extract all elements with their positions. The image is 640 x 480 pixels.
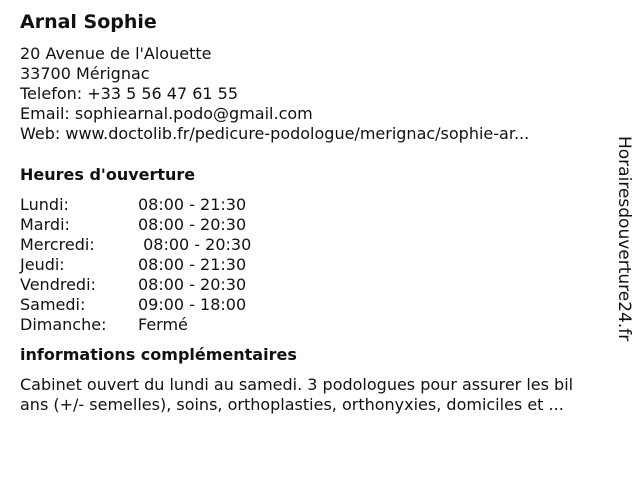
info-line: Cabinet ouvert du lundi au samedi. 3 podologues pour assurer les bil (20, 375, 574, 394)
watermark (612, 136, 636, 372)
day-label: Mardi: (20, 215, 70, 234)
phone-number[interactable]: Telefon: +33 5 56 47 61 55 (20, 84, 239, 103)
contact-block (20, 44, 610, 144)
day-label: Vendredi: (20, 275, 96, 294)
opening-hours-table (20, 195, 610, 335)
website-link[interactable]: Web: www.doctolib.fr/pedicure-podologue/merignac/sophie-ar... (20, 124, 530, 143)
email-address[interactable]: Email: sophiearnal.podo@gmail.com (20, 104, 313, 123)
hours-row-tuesday (20, 215, 610, 235)
hours-row-friday (20, 275, 610, 295)
additional-info-text (20, 375, 620, 415)
day-hours: 08:00 - 20:30 (138, 215, 247, 234)
hours-row-wednesday (20, 235, 610, 255)
day-hours: 08:00 - 21:30 (138, 195, 247, 214)
business-card (20, 10, 610, 415)
day-hours: 08:00 - 20:30 (138, 275, 247, 294)
hours-row-sunday (20, 315, 610, 335)
day-label: Samedi: (20, 295, 86, 314)
day-hours: Fermé (138, 315, 188, 334)
opening-hours-title: Heures d'ouverture (20, 165, 196, 184)
day-label: Dimanche: (20, 315, 107, 334)
address-city: 33700 Mérignac (20, 64, 150, 83)
watermark-text: Horairesdouverture24.fr (614, 136, 634, 342)
hours-row-thursday (20, 255, 610, 275)
day-hours: 08:00 - 21:30 (138, 255, 247, 274)
day-label: Lundi: (20, 195, 69, 214)
day-label: Jeudi: (20, 255, 65, 274)
info-line: ans (+/- semelles), soins, orthoplasties, orthonyxies, domiciles et ... (20, 395, 564, 414)
address-street: 20 Avenue de l'Alouette (20, 44, 212, 63)
day-hours: 09:00 - 18:00 (138, 295, 247, 314)
additional-info-title: informations complémentaires (20, 345, 297, 364)
hours-row-saturday (20, 295, 610, 315)
day-hours: 08:00 - 20:30 (138, 235, 252, 254)
day-label: Mercredi: (20, 235, 95, 254)
hours-row-monday (20, 195, 610, 215)
business-name: Arnal Sophie (20, 11, 157, 33)
